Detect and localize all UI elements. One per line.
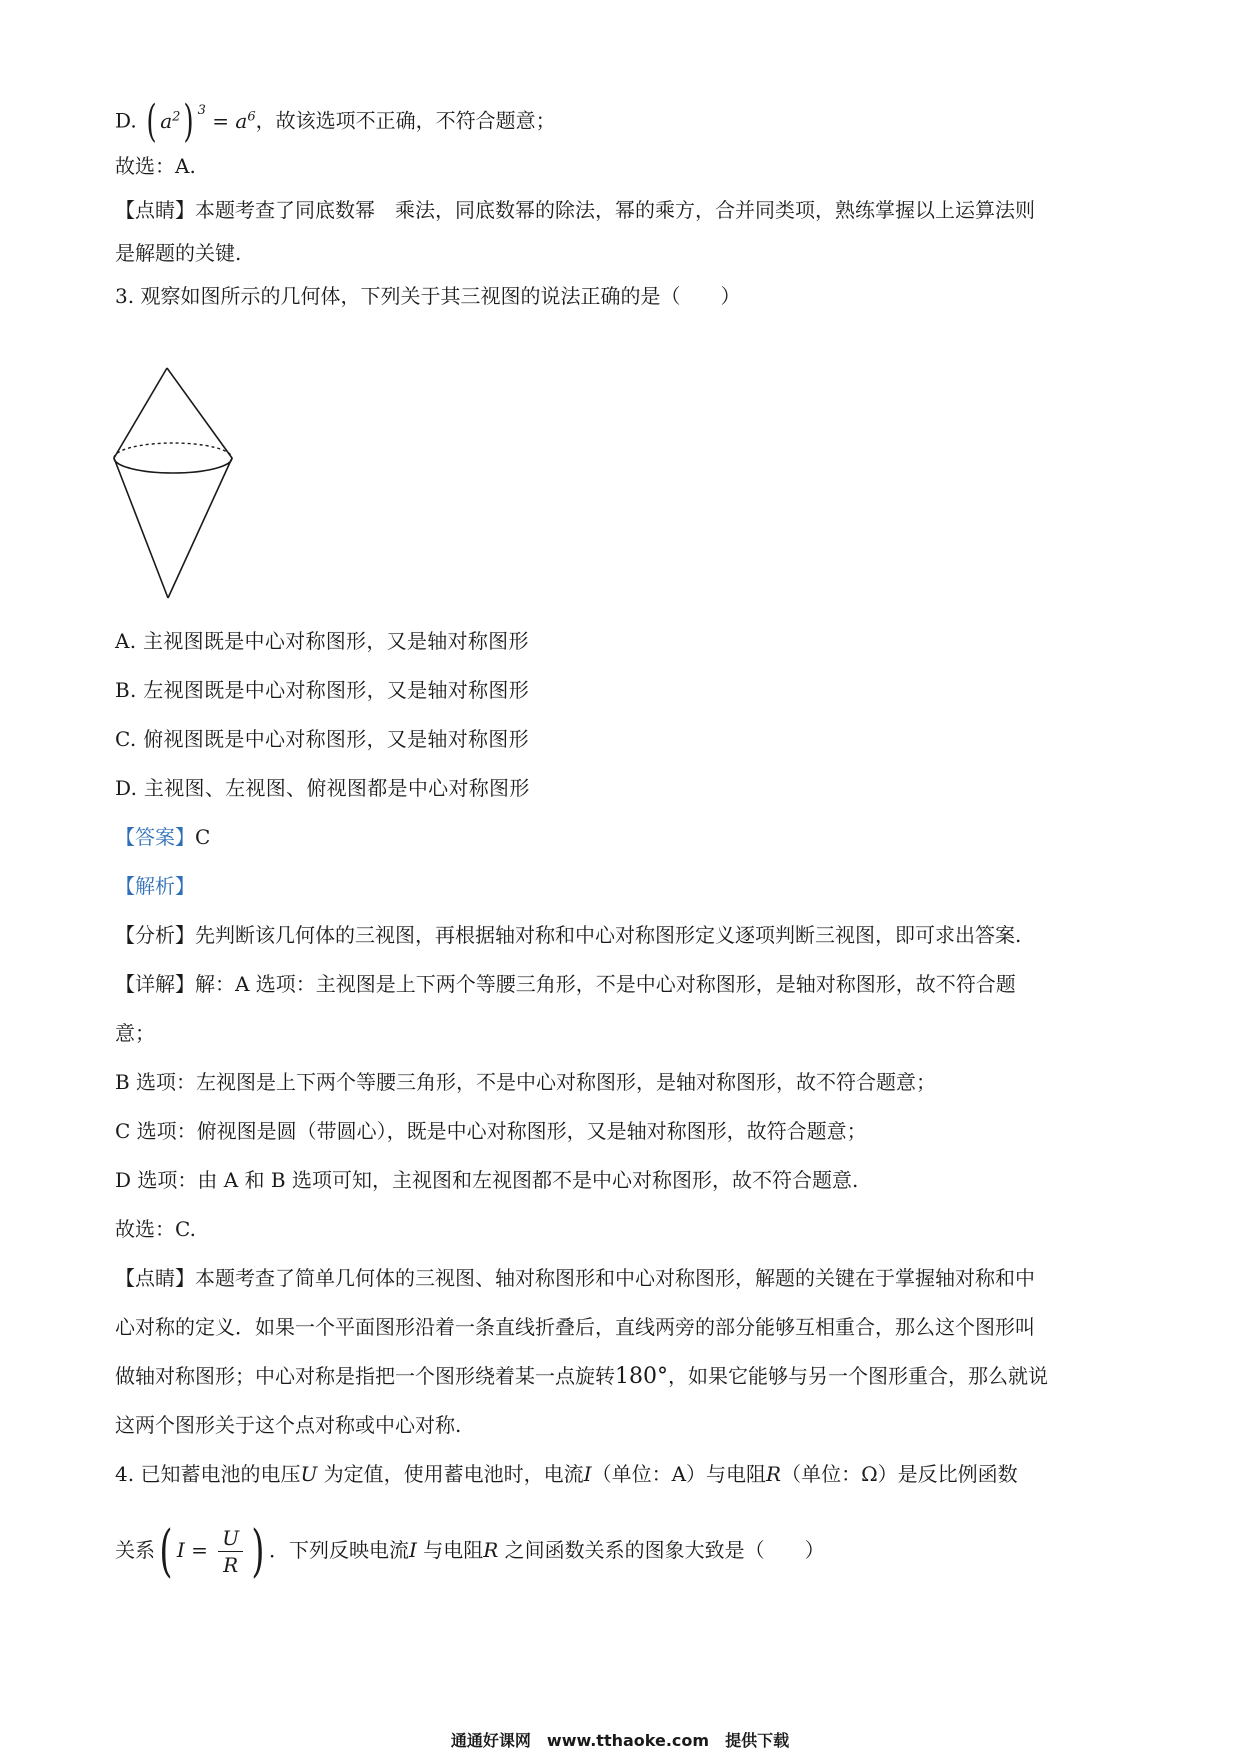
comment-line: 是解题的关键.	[115, 241, 242, 265]
option-label: D.	[115, 108, 144, 133]
comment-line: 心对称的定义．如果一个平面图形沿着一条直线折叠后，直线两旁的部分能够互相重合，那么这个图形叫	[115, 1315, 1035, 1339]
answer-tag: 【答案】	[115, 825, 195, 849]
option-c: C. 俯视图既是中心对称图形，又是轴对称图形	[115, 727, 529, 751]
question-3-stem: 3. 观察如图所示的几何体，下列关于其三视图的说法正确的是（ ）	[115, 284, 741, 308]
detail-option-d: D 选项：由 A 和 B 选项可知，主视图和左视图都不是中心对称图形，故不符合题意.	[115, 1168, 859, 1192]
answer-value: C	[195, 825, 211, 849]
formula-i-equals-u-over-r: ( I = $\frac{U}{R}$ )	[159, 1518, 265, 1584]
analysis-text: 【分析】先判断该几何体的三视图，再根据轴对称和中心对称图形定义逐项判断三视图，即可求出答案.	[115, 923, 1022, 947]
option-d: D. 主视图、左视图、俯视图都是中心对称图形	[115, 776, 530, 800]
footer-source: 通通好课网 www.tthaoke.com 提供下载	[450, 1731, 790, 1750]
explanation-text: ，故该选项不正确，不符合题意；	[255, 108, 556, 133]
question-4-stem-line1: 4. 已知蓄电池的电压U 为定值，使用蓄电池时，电流I（单位：A）与电阻R（单位：Ω）是反比例函数	[115, 1462, 1018, 1486]
comment-line: 这两个图形关于这个点对称或中心对称.	[115, 1413, 462, 1437]
comment-line: 做轴对称图形；中心对称是指把一个图形绕着某一点旋转180°，如果它能够与另一个图形重合，那么就说	[115, 1364, 1048, 1389]
math-expression: ( $a^2$) $^3 = a^6$	[146, 96, 256, 147]
detail-text-line: 意；	[115, 1021, 155, 1045]
option-b: B. 左视图既是中心对称图形，又是轴对称图形	[115, 678, 530, 702]
detail-option-b: B 选项：左视图是上下两个等腰三角形，不是中心对称图形，是轴对称图形，故不符合题意；	[115, 1070, 937, 1094]
comment-line: 【点睛】本题考查了同底数幂 乘法，同底数幂的除法，幂的乘方，合并同类项，熟练掌握以上运算法则	[115, 198, 1035, 222]
answer-choice: 故选：C.	[115, 1217, 196, 1241]
comment-line: 【点睛】本题考查了简单几何体的三视图、轴对称图形和中心对称图形，解题的关键在于掌握轴对称和中	[115, 1266, 1035, 1290]
question-4-stem-line2: 关系( I = $\frac{U}{R}$ ) ．下列反映电流I 与电阻R 之间函数关系的图象大致是（ ）	[115, 1518, 825, 1584]
detail-option-c: C 选项：俯视图是圆（带圆心），既是中心对称图形，又是轴对称图形，故符合题意；	[115, 1119, 867, 1143]
double-cone-figure	[112, 362, 262, 602]
answer-line	[115, 823, 1135, 851]
answer-choice: 故选：A.	[115, 154, 196, 178]
option-a: A. 主视图既是中心对称图形，又是轴对称图形	[115, 629, 529, 653]
detail-text-line: 【详解】解：A 选项：主视图是上下两个等腰三角形，不是中心对称图形，是轴对称图形，故不符合题	[115, 972, 1016, 996]
option-d-explanation	[115, 96, 1135, 147]
analysis-tag: 【解析】	[115, 874, 195, 898]
